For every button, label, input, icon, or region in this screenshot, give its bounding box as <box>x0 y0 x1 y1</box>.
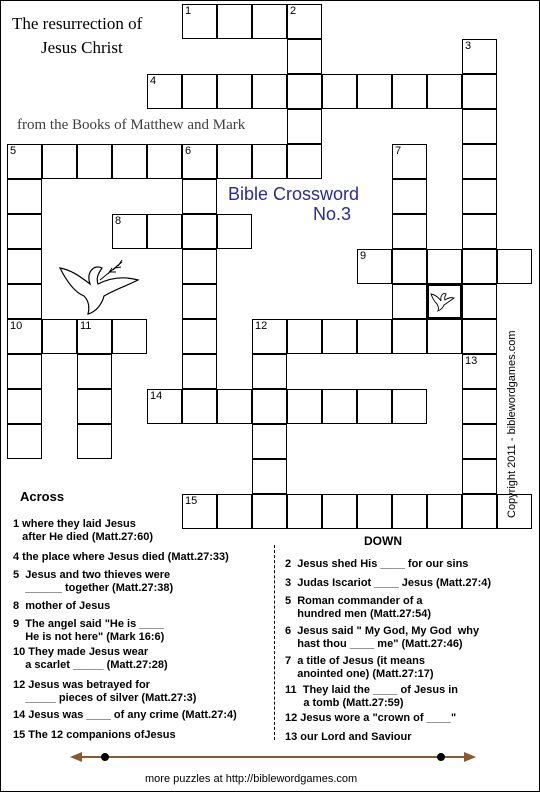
grid-cell[interactable] <box>182 74 217 109</box>
down-clue-11: 11 They laid the ____ of Jesus in a tomb (Matt.27:59) <box>285 684 459 709</box>
grid-cell[interactable] <box>357 74 392 109</box>
grid-cell[interactable] <box>217 214 252 249</box>
grid-cell[interactable] <box>322 494 357 529</box>
grid-cell[interactable] <box>7 249 42 284</box>
grid-cell[interactable] <box>462 354 497 389</box>
grid-cell[interactable] <box>462 389 497 424</box>
grid-cell[interactable] <box>462 179 497 214</box>
clue-number: 6 <box>185 145 192 157</box>
grid-cell[interactable] <box>7 284 42 319</box>
grid-cell[interactable] <box>357 319 392 354</box>
across-clue-14: 14 Jesus was ____ of any crime (Matt.27:4) <box>13 709 237 721</box>
grid-cell[interactable] <box>252 459 287 494</box>
grid-cell[interactable] <box>7 424 42 459</box>
grid-cell[interactable] <box>182 4 217 39</box>
down-clue-5: 5 Roman commander of a hundred men (Matt.27:54) <box>285 595 432 620</box>
grid-cell[interactable] <box>462 74 497 109</box>
grid-cell[interactable] <box>217 389 252 424</box>
grid-cell[interactable] <box>427 494 462 529</box>
grid-cell[interactable] <box>77 354 112 389</box>
across-clue-12: 12 Jesus was betrayed for _____ pieces of silver (Matt.27:3) <box>13 679 197 704</box>
grid-cell[interactable] <box>287 4 322 39</box>
grid-cell[interactable] <box>217 74 252 109</box>
grid-cell[interactable] <box>357 249 392 284</box>
grid-cell[interactable] <box>392 179 427 214</box>
clue-number: 2 <box>290 5 297 17</box>
grid-cell[interactable] <box>182 354 217 389</box>
across-clue-8: 8 mother of Jesus <box>13 600 111 612</box>
grid-cell[interactable] <box>7 144 42 179</box>
grid-cell[interactable] <box>392 214 427 249</box>
across-clue-1: 1 where they laid Jesus after He died (Matt.27:60) <box>13 518 153 543</box>
clue-number: 3 <box>465 40 472 52</box>
grid-cell[interactable] <box>357 494 392 529</box>
grid-cell[interactable] <box>427 249 462 284</box>
puzzle-title-line1: The resurrection of <box>12 14 143 33</box>
grid-cell[interactable] <box>462 249 497 284</box>
footer-link-text: more puzzles at http://biblewordgames.com <box>145 773 358 785</box>
grid-cell[interactable] <box>287 109 322 144</box>
grid-cell[interactable] <box>287 494 322 529</box>
grid-cell[interactable] <box>252 424 287 459</box>
down-clue-7: 7 a title of Jesus (it means anointed one) (Matt.27:17) <box>285 655 434 680</box>
grid-cell[interactable] <box>252 144 287 179</box>
clue-number: 9 <box>360 250 367 262</box>
grid-cell[interactable] <box>462 109 497 144</box>
grid-cell[interactable] <box>147 74 182 109</box>
grid-cell[interactable] <box>462 214 497 249</box>
clue-number: 11 <box>80 320 92 332</box>
clue-number: 1 <box>185 5 192 17</box>
dove-icon <box>428 286 456 314</box>
grid-cell[interactable] <box>217 494 252 529</box>
across-clue-15: 15 The 12 companions ofJesus <box>13 729 176 741</box>
dove-with-olive-branch-icon <box>52 256 142 318</box>
clue-number: 7 <box>395 145 402 157</box>
grid-cell[interactable] <box>497 249 532 284</box>
grid-cell[interactable] <box>462 494 497 529</box>
grid-cell[interactable] <box>77 319 112 354</box>
grid-cell[interactable] <box>252 4 287 39</box>
down-clue-2: 2 Jesus shed His ____ for our sins <box>285 558 469 570</box>
grid-cell[interactable] <box>182 319 217 354</box>
grid-cell[interactable] <box>322 389 357 424</box>
grid-cell[interactable] <box>77 389 112 424</box>
grid-cell[interactable] <box>392 284 427 319</box>
grid-cell[interactable] <box>182 494 217 529</box>
grid-cell[interactable] <box>392 249 427 284</box>
grid-cell[interactable] <box>392 144 427 179</box>
grid-cell[interactable] <box>287 389 322 424</box>
grid-cell[interactable] <box>217 144 252 179</box>
grid-cell[interactable] <box>182 284 217 319</box>
grid-cell[interactable] <box>7 389 42 424</box>
grid-cell[interactable] <box>77 144 112 179</box>
grid-cell[interactable] <box>287 144 322 179</box>
grid-cell[interactable] <box>462 39 497 74</box>
grid-cell[interactable] <box>42 319 77 354</box>
clue-number: 8 <box>115 215 122 227</box>
grid-cell[interactable] <box>182 144 217 179</box>
grid-cell[interactable] <box>182 249 217 284</box>
grid-cell[interactable] <box>462 459 497 494</box>
grid-cell[interactable] <box>147 144 182 179</box>
grid-cell[interactable] <box>392 389 427 424</box>
grid-cell[interactable] <box>357 389 392 424</box>
clue-number: 5 <box>10 145 17 157</box>
clue-number: 13 <box>465 355 478 367</box>
grid-cell[interactable] <box>7 214 42 249</box>
grid-cell[interactable] <box>7 319 42 354</box>
grid-cell[interactable] <box>462 284 497 319</box>
grid-cell[interactable] <box>462 144 497 179</box>
grid-cell[interactable] <box>112 214 147 249</box>
grid-cell[interactable] <box>287 39 322 74</box>
banner-title: Bible Crossword <box>228 184 360 204</box>
grid-cell[interactable] <box>287 319 322 354</box>
across-clue-10: 10 They made Jesus wear a scarlet _____ (Matt.27:28) <box>13 646 168 671</box>
grid-cell[interactable] <box>77 424 112 459</box>
grid-cell[interactable] <box>287 74 322 109</box>
grid-cell[interactable] <box>112 144 147 179</box>
grid-cell[interactable] <box>252 389 287 424</box>
source-note: from the Books of Matthew and Mark <box>17 117 246 133</box>
grid-cell[interactable] <box>252 74 287 109</box>
grid-cell[interactable] <box>182 389 217 424</box>
grid-cell[interactable] <box>392 494 427 529</box>
column-divider <box>274 545 275 740</box>
down-heading: DOWN <box>364 534 402 548</box>
clue-number: 15 <box>185 495 198 507</box>
down-clue-3: 3 Judas Iscariot ____ Jesus (Matt.27:4) <box>285 577 492 589</box>
grid-cell[interactable] <box>427 74 462 109</box>
copyright-notice: Copyright 2011 - biblewordgames.com <box>506 330 518 518</box>
grid-cell[interactable] <box>462 319 497 354</box>
grid-cell[interactable] <box>217 4 252 39</box>
grid-cell[interactable] <box>182 179 217 214</box>
down-clue-12: 12 Jesus wore a "crown of ____" <box>285 712 457 724</box>
grid-cell[interactable] <box>112 319 147 354</box>
grid-cell[interactable] <box>7 354 42 389</box>
across-heading: Across <box>20 489 65 504</box>
clue-number: 4 <box>150 75 157 87</box>
clue-number: 12 <box>255 320 268 332</box>
grid-cell[interactable] <box>147 389 182 424</box>
grid-cell[interactable] <box>42 144 77 179</box>
grid-cell[interactable] <box>252 494 287 529</box>
grid-cell[interactable] <box>462 424 497 459</box>
puzzle-title-line2: Jesus Christ <box>41 38 123 57</box>
grid-cell[interactable] <box>322 74 357 109</box>
down-clue-13: 13 our Lord and Saviour <box>285 731 412 743</box>
grid-cell[interactable] <box>252 354 287 389</box>
grid-cell[interactable] <box>392 74 427 109</box>
down-clue-6: 6 Jesus said " My God, My God why hast thou ____ me" (Matt.27:46) <box>285 625 480 650</box>
grid-cell[interactable] <box>252 319 287 354</box>
grid-cell[interactable] <box>322 319 357 354</box>
across-clue-4: 4 the place where Jesus died (Matt.27:33) <box>13 551 229 563</box>
grid-cell[interactable] <box>392 319 427 354</box>
banner-number: No.3 <box>313 204 352 224</box>
decorative-arrow-rule <box>70 750 476 764</box>
grid-cell[interactable] <box>7 179 42 214</box>
across-clue-5: 5 Jesus and two thieves were ______ together (Matt.27:38) <box>13 569 174 594</box>
across-clue-9: 9 The angel said "He is ____ He is not here" (Mark 16:6) <box>13 618 165 643</box>
grid-cell[interactable] <box>182 214 217 249</box>
clue-number: 10 <box>10 320 23 332</box>
grid-cell[interactable] <box>147 214 182 249</box>
grid-cell[interactable] <box>427 319 462 354</box>
clue-number: 14 <box>150 390 163 402</box>
